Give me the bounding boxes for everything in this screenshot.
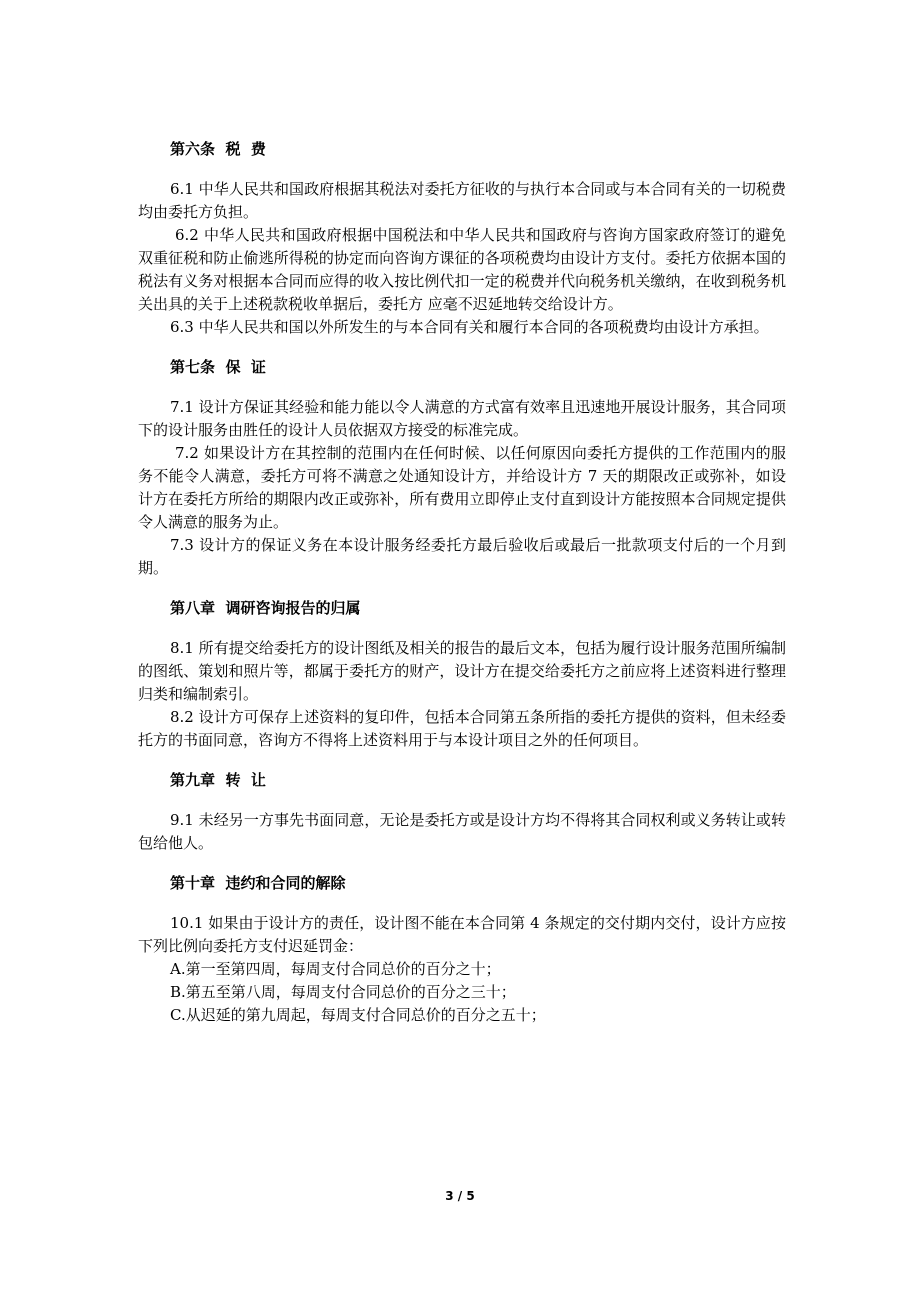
clause-paragraph: 7.3 设计方的保证义务在本设计服务经委托方最后验收后或最后一批款项支付后的一个月到期。	[138, 536, 786, 577]
section	[138, 138, 786, 339]
penalty-list-item: B.第五至第八周，每周支付合同总价的百分之三十；	[170, 983, 516, 1001]
section-heading: 第十章 违约和合同的解除	[170, 874, 346, 892]
page-number: 3 / 5	[445, 1189, 475, 1203]
section	[138, 769, 786, 855]
clause-paragraph: 6.2 中华人民共和国政府根据中国税法和中华人民共和国政府与咨询方国家政府签订的避免双重征税和防止偷逃所得税的协定而向咨询方课征的各项税费均由设计方支付。委托方依据本国的税法有义务对根据本合同而应得的收入按比例代扣一定的税费并代向税务机关缴纳，在收到税务机关出具的关于上述税款税收单据后，委托方 应毫不迟延地转交给设计方。	[138, 226, 786, 313]
clause-paragraph: 10.1 如果由于设计方的责任，设计图不能在本合同第 4 条规定的交付期内交付，设计方应按下列比例向委托方支付迟延罚金：	[138, 914, 786, 955]
clause-paragraph: 6.3 中华人民共和国以外所发生的与本合同有关和履行本合同的各项税费均由设计方承担。	[170, 318, 769, 336]
section	[138, 597, 786, 752]
document-body	[138, 128, 786, 1044]
clause-paragraph: 9.1 未经另一方事先书面同意，无论是委托方或是设计方均不得将其合同权利或义务转让或转包给他人。	[138, 811, 786, 852]
section-heading: 第八章 调研咨询报告的归属	[170, 599, 361, 617]
penalty-list-item: C.从迟延的第九周起，每周支付合同总价的百分之五十；	[170, 1006, 546, 1024]
clause-paragraph: 7.2 如果设计方在其控制的范围内在任何时候、以任何原因向委托方提供的工作范围内的服务不能令人满意，委托方可将不满意之处通知设计方，并给设计方 7 天的期限改正或弥补，如设计方在委托方所给的期限内改正或弥补，所有费用立即停止支付直到设计方能按照本合同规定提供令人满意的服务为止。	[138, 444, 786, 531]
clause-paragraph: 8.1 所有提交给委托方的设计图纸及相关的报告的最后文本，包括为履行设计服务范围所编制的图纸、策划和照片等，都属于委托方的财产，设计方在提交给委托方之前应将上述资料进行整理归类和编制索引。	[138, 639, 786, 703]
section	[138, 356, 786, 580]
section-heading: 第九章 转 让	[170, 771, 266, 789]
penalty-list-item: A.第一至第四周，每周支付合同总价的百分之十；	[170, 960, 501, 978]
section-heading: 第七条 保 证	[170, 358, 266, 376]
section-heading: 第六条 税 费	[170, 140, 266, 158]
clause-paragraph: 7.1 设计方保证其经验和能力能以令人满意的方式富有效率且迅速地开展设计服务，其合同项下的设计服务由胜任的设计人员依据双方接受的标准完成。	[138, 398, 786, 439]
clause-paragraph: 8.2 设计方可保存上述资料的复印件，包括本合同第五条所指的委托方提供的资料，但未经委托方的书面同意，咨询方不得将上述资料用于与本设计项目之外的任何项目。	[138, 708, 786, 749]
clause-paragraph: 6.1 中华人民共和国政府根据其税法对委托方征收的与执行本合同或与本合同有关的一切税费均由委托方负担。	[138, 180, 786, 221]
section	[138, 872, 786, 1027]
